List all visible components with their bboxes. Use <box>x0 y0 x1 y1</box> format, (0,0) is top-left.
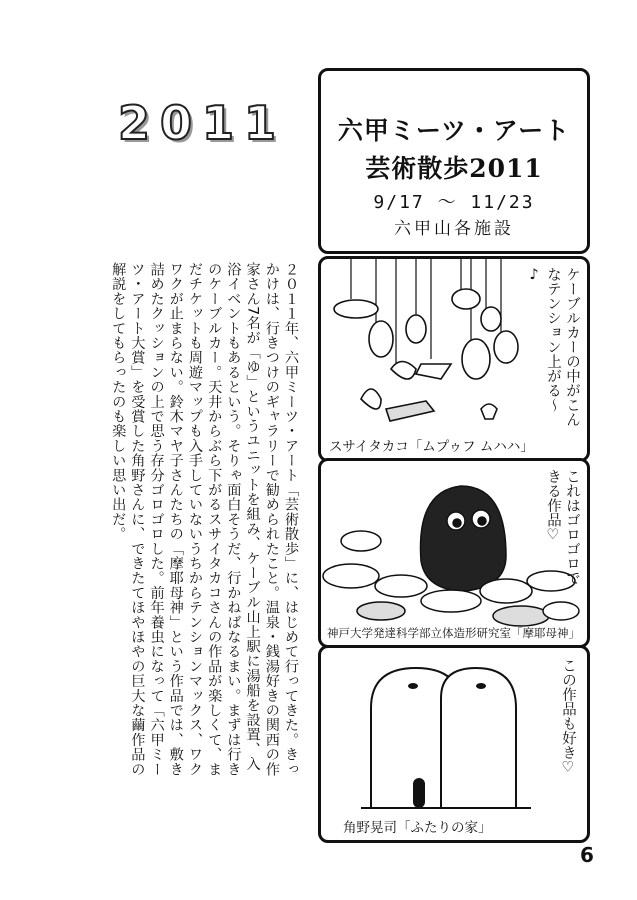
event-subtitle: 芸術散歩2011 <box>365 154 543 183</box>
cable-car-note: ケーブルカーの中がこんなテンション上がる～♪ <box>526 267 580 427</box>
essay-paragraph: ２０１１年、六甲ミーツ・アート「芸術散歩」に、はじめて行ってきた。きっかけは、行きつけのギャラリーで勧められたこと。温泉・銭湯好きの関西の作家さん7名が「ゆ」というユニットを組み、ケーブル山上駅に湯船を設置、入浴イベントもあるという。そりゃ面白そうだ、行かねばなるまい。まずは行きのケーブルカー。天井からぶら下がるスサイタカコさんの作品が楽しくて、まだチケットも周遊マップも入手していないうちからテンションマックス、ワクワクが止まらない。鈴木マヤ子さんたちの「摩耶母神」という作品では、敷き詰めたクッションの上で思う存分ゴロゴロした。前年養虫になって「六甲ミーツ・アート大賞」を受賞した角野さんに、できたてほやほやの巨大な繭作品の解説をしてもらったのも楽しい思い出だ。 <box>110 262 299 777</box>
cocoon-art-note: この作品も好き♡ <box>560 658 576 776</box>
event-dates: 9/17 ～ 11/23 <box>373 192 535 213</box>
year-title: 2011 <box>118 96 287 150</box>
cocoon-art-panel <box>318 645 590 843</box>
cushion-art-caption: 神戸大学発達科学部立体造形研究室「摩耶母神」 <box>327 626 580 640</box>
cable-car-caption: スサイタカコ「ムプゥフ ムハハ」 <box>329 439 534 455</box>
event-info-panel <box>318 68 590 254</box>
cushion-art-panel <box>318 458 590 648</box>
cushion-art-note: これはゴロゴロできる作品♡ <box>545 469 580 585</box>
cable-car-panel <box>318 256 590 462</box>
essay-text <box>60 262 300 782</box>
cocoon-art-caption: 角野晃司「ふたりの家」 <box>343 820 492 836</box>
event-title: 六甲ミーツ・アート <box>337 116 571 145</box>
cocoon-sculpture-drawing <box>321 648 587 840</box>
event-venue: 六甲山各施設 <box>394 219 514 239</box>
page-number: 6 <box>580 843 594 867</box>
